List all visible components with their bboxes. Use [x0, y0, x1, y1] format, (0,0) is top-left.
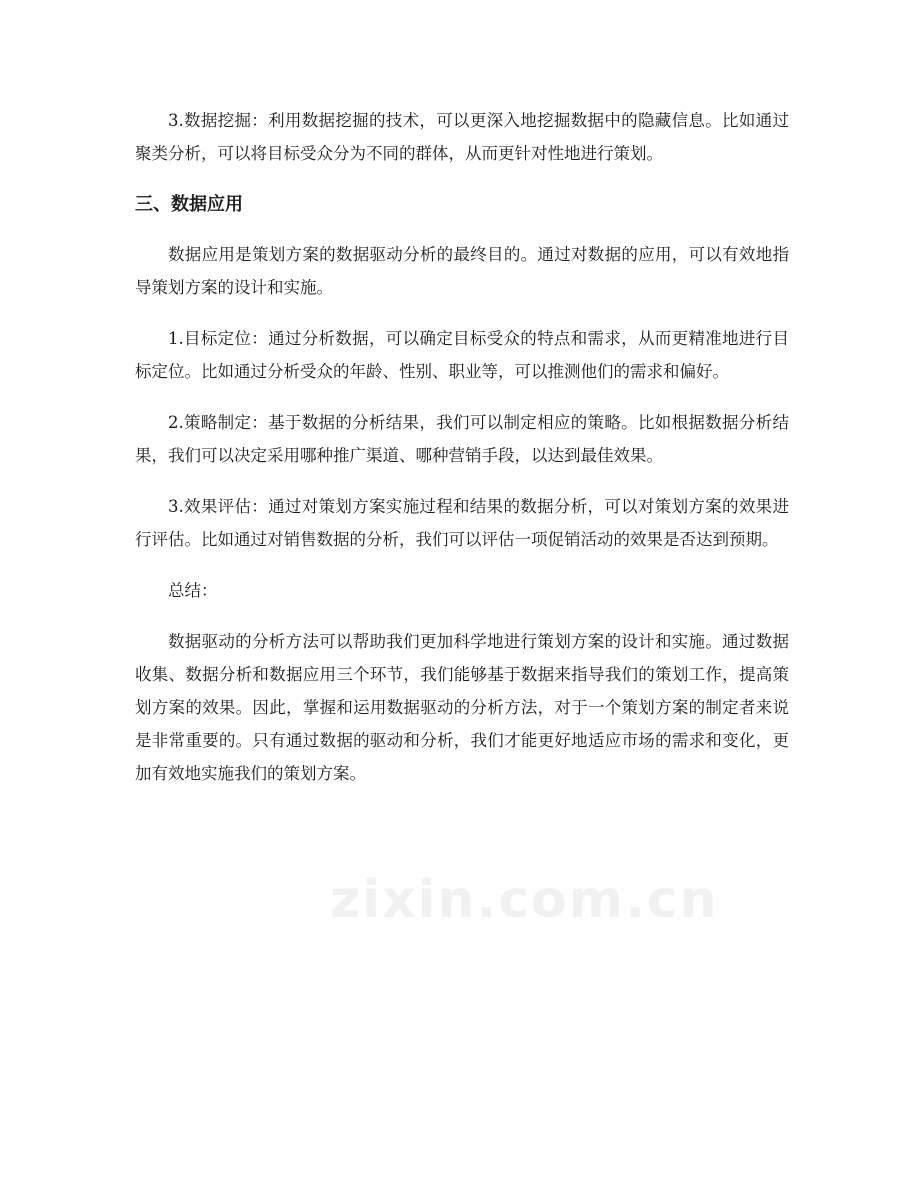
paragraph-data-mining: 3.数据挖掘：利用数据挖掘的技术，可以更深入地挖掘数据中的隐藏信息。比如通过聚类分析，可以将目标受众分为不同的群体，从而更针对性地进行策划。	[135, 111, 789, 163]
paragraph-summary: 数据驱动的分析方法可以帮助我们更加科学地进行策划方案的设计和实施。通过数据收集、数据分析和数据应用三个环节，我们能够基于数据来指导我们的策划工作，提高策划方案的效果。因此，掌握和运用数据驱动的分析方法，对于一个策划方案的制定者来说是非常重要的。只有通过数据的驱动和分析，我们才能更好地适应市场的需求和变化，更加有效地实施我们的策划方案。	[135, 632, 789, 783]
section-heading-data-application: 三、数据应用	[135, 194, 243, 215]
paragraph-strategy: 2.策略制定：基于数据的分析结果，我们可以制定相应的策略。比如根据数据分析结果，我们可以决定采用哪种推广渠道、哪种营销手段，以达到最佳效果。	[135, 413, 789, 465]
paragraph-evaluation: 3.效果评估：通过对策划方案实施过程和结果的数据分析，可以对策划方案的效果进行评估。比如通过对销售数据的分析，我们可以评估一项促销活动的效果是否达到预期。	[135, 497, 789, 549]
paragraph-intro: 数据应用是策划方案的数据驱动分析的最终目的。通过对数据的应用，可以有效地指导策划方案的设计和实施。	[135, 245, 789, 297]
watermark: zixin.com.cn	[330, 870, 719, 930]
document-body	[135, 104, 789, 808]
paragraph-summary-label: 总结：	[168, 581, 218, 600]
paragraph-target-positioning: 1.目标定位：通过分析数据，可以确定目标受众的特点和需求，从而更精准地进行目标定位。比如通过分析受众的年龄、性别、职业等，可以推测他们的需求和偏好。	[135, 329, 789, 381]
